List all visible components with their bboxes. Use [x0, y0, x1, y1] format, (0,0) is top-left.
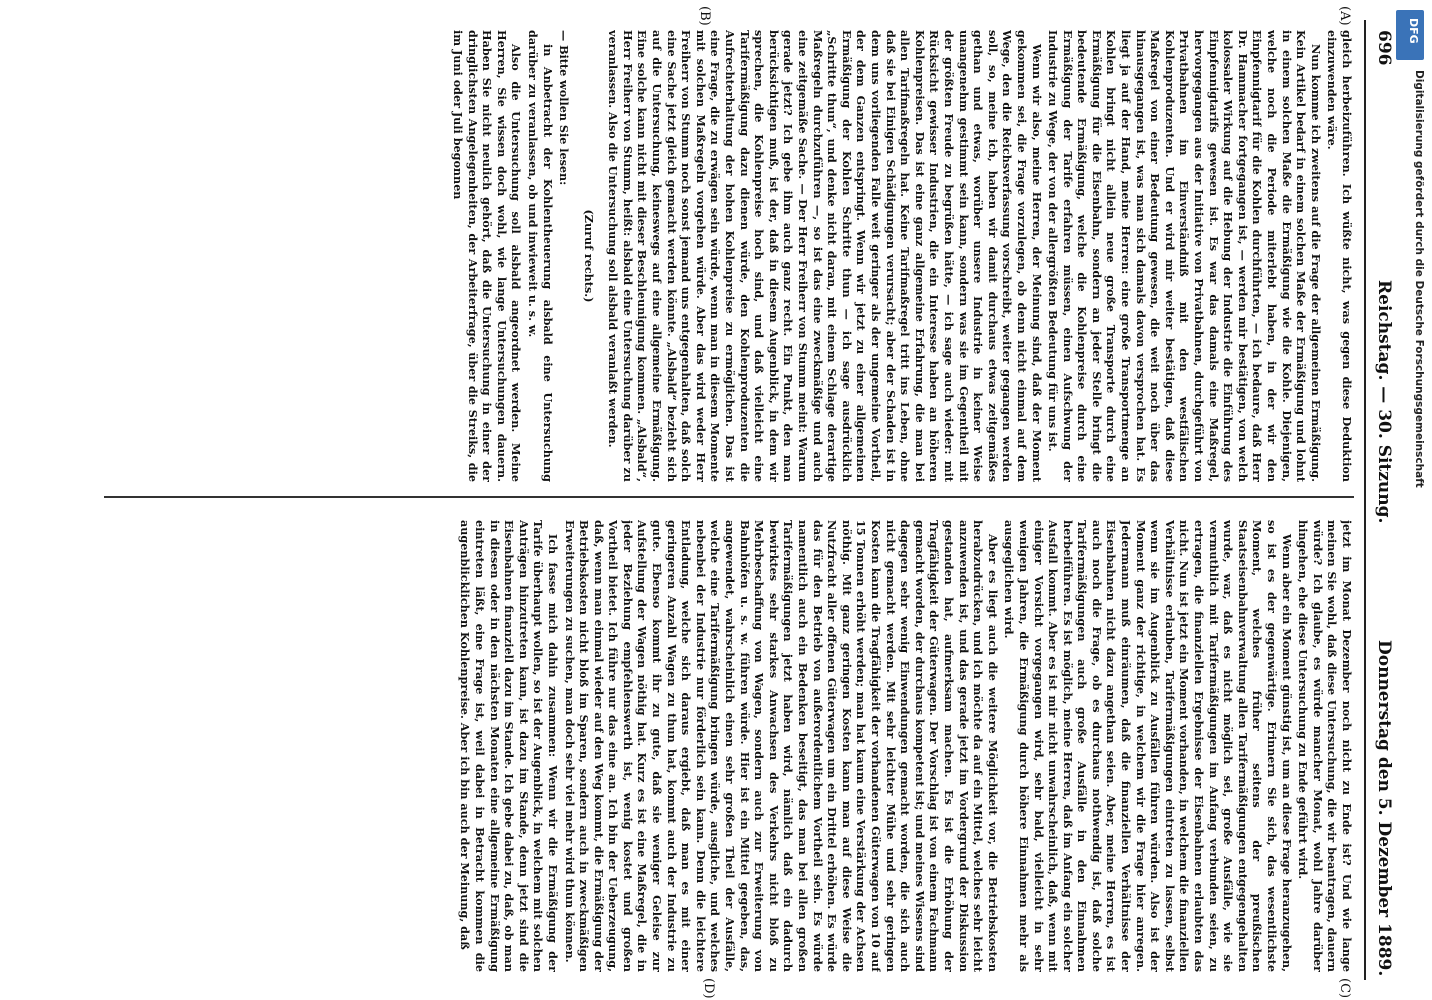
quoted-motion: in Anbetracht der Kohlentheuerung alsbald eine Untersuchung darüber zu veranlassen, ob und inwieweit u. s. w. — [525, 30, 555, 482]
paragraph: Ich fasse mich dahin zusammen: Wenn wir die Ermäßigung der Tarife überhaupt wollen, so ist der Augenblick, in welchem mit solchen Anträgen hinzutreten kann, ist dazu im Stande, denn jetzt sind die Eisenbahnen finanziell dazu im Stande. Ich gebe dabei zu, daß, ob man in diesen oder in den nächsten Monaten eine allgemeine Ermäßigung eintreten läßt, eine Frage ist, weil dabei in Betracht kommen die augenblicklichen Kohlenpreise. Aber ich bin auch der Meinung, daß — [458, 520, 560, 972]
margin-marker-b: (B) — [697, 6, 712, 26]
dfg-logo-text: DFG — [1407, 18, 1420, 44]
paragraph: gleich herbeizuführen. Ich wüßte nicht, was gegen diese Deduktion einzuwenden wäre. — [1325, 30, 1354, 482]
paragraph: jetzt im Monat Dezember noch nicht zu Ende ist? Und wie lange meinen Sie wohl, daß diese Untersuchung, die wir beantragen, dauern würde? Ich glaube, es würde mancher Monat, wohl Jahre darüber hingehen, ehe diese Untersuchung zu Ende geführt wird. — [1296, 520, 1354, 972]
paragraph: Aber es liegt auch die weitere Möglichkeit vor, die Betriebskosten herabzudrücken, und ich möchte da auf ein Mittel, welches sehr leicht anzuwenden ist, und das gerade jetzt im Vordergrund der Diskussion gestanden hat, aufmerksam machen. Es ist die Erhöhung der Tragfähigkeit der Güterwagen. Der Vorschlag ist von einem Fachmann gemacht worden, der durchaus kompetent ist; und meines Wissens sind dagegen sehr wenig Einwendungen gemacht worden, die sich auch nicht gemacht werden. Mit sehr leichter Mühe und sehr geringen Kosten kann die Tragfähigkeit der vorhandenen Güterwagen von 10 auf 15 Tonnen erhöht werden; man hat kaum eine Verstärkung der Achsen nöthig. Mit ganz geringen Kosten kann man auf diese Weise die Nutzfracht aller offenen Güterwagen um ein Drittel erhöhen. Es würde das für den Betrieb von außerordentlichem Vortheil sein. Es würde namentlich auch ein Bedenken beseitigt, das man bei allen großen Tarifermäßigungen jetzt haben wird, nämlich daß ein dadurch bewirktes sehr starkes Anwachsen des Verkehrs nicht bloß zu Mehrbeschaffung von Wagen, sondern auch zur Erweiterung von Bahnhöfen u. s. w. führen würde. Hier ist ein Mittel gegeben, das, angewendet, wahrscheinlich einen sehr großen Theil der Ausfälle, welche eine Tarifermäßigung bringen würde, ausgliche, und welches nebenbei der Industrie nur förderlich sein kann. Denn die leichtere Entladung, welche sich daraus ergiebt, daß man es mit einer geringeren Anzahl Wagen zu thun hat, kommt auch der Industrie zu gute. Ebenso kommt ihr zu gute, daß sie weniger Geleise zur Aufstellung der Wagen nöthig hat. Kurz es ist eine Maßregel, die in jeder Beziehung empfehlenswerth ist, wenig kostet und großen Vortheil bietet. Ich führe nur das eine an. Ich bin der Ueberzeugung, daß, wenn man einmal wieder auf den Weg kommt, die Ermäßigung der Betriebskosten nicht bloß im Sparen, sondern auch in zweckmäßigen Erweiterungen zu suchen, man doch sehr viel mehr wird thun können. — [562, 520, 1000, 972]
paragraph: Also die Untersuchung soll alsbald angeordnet werden. Meine Herren, Sie wissen doch wohl, wie lange Untersuchungen dauern. Haben Sie nicht neulich gehört, daß die Untersuchung in einer der dringlichsten Angelegenheiten, der Arbeiterfrage, über die Streiks, die im Juni oder Juli begonnen — [450, 30, 524, 482]
margin-marker-a: (A) — [1337, 6, 1352, 26]
interjection: (Zuruf rechts.) — [581, 209, 596, 303]
page-header — [1364, 30, 1394, 977]
session-date: Donnerstag den 5. Dezember 1889. — [1374, 640, 1394, 977]
paragraph: Wenn wir also, meine Herren, der Meinung sind, daß der Moment gekommen sei, die Frage vorzulegen, ob denn nicht einmal auf dem Wege, den die Reichsverfassung vorschreibt, weiter gegangen werden soll, so, meine ich, haben wir damit durchaus etwas zeitgemäßes gethan und etwas, worüber unsere Industrie in keiner Weise unangenehm gestimmt sein kann, sondern was sie im Gegentheil mit der größten Freude zu begrüßen hätte, — ich sage auch wieder: mit Rücksicht gewisser Industrien, die ein Interesse haben an höheren Kohlenpreisen. Das ist eine ganz allgemeine Erfahrung, die man bei allen Tarifmaßregeln hat. Keine Tarifmaßregel tritt ins Leben, ohne daß sie bei Einigen Schädigungen verursacht; aber der Schaden ist in dem uns vorliegenden Falle weit geringer als der ungemeine Vortheil, der dem Ganzen entspringt. Wenn wir jetzt zu einer allgemeinen Ermäßigung der Kohlen Schritte thun — ich sage ausdrücklich „Schritte thun“, und denke nicht daran, mit einem Schlage derartige Maßregeln durchzuführen —, so ist das eine zweckmäßige und auch eine zeitgemäße Sache. — Der Herr Freiherr von Stumm meint: Warum gerade jetzt? Ich gebe ihm auch ganz recht. Ein Punkt, den man berücksichtigen muß, ist der, daß in diesem Augenblick, in dem wir sprechen, die Kohlenpreise hoch sind, und daß vielleicht eine Tarifermäßigung dazu dienen würde, den Kohlenproduzenten die Aufrechterhaltung der hohen Kohlenpreise zu ermöglichen. Das ist eine Frage, die zu erwägen sein würde, wenn man in diesem Momente mit solchen Maßregeln vorgehen würde. Aber das wird weder Herr Freiherr von Stumm noch sonst jemand uns entgegenhalten, daß solch eine Sache jetzt gleich gemacht werden könnte. „Alsbald“ bezieht sich auf die Untersuchung, keineswegs auf eine allgemeine Ermäßigung. Eine solche kann nicht mit dieser Beschleunigung kommen. „Alsbald“, Herr Freiherr von Stumm, heißt: alsbald eine Untersuchung darüber zu veranlassen. Also die Untersuchung soll alsbald veranlaßt werden. — [606, 30, 1044, 482]
margin-marker-d: (D) — [701, 978, 716, 999]
paragraph: — Bitte wollen Sie lesen: — [557, 30, 572, 186]
right-column — [114, 520, 1354, 972]
session-title: Reichstag. — 30. Sitzung. — [1374, 280, 1394, 524]
page-number: 696 — [1374, 30, 1394, 66]
margin-marker-c: (C) — [1337, 978, 1352, 999]
digitization-credit — [1395, 70, 1425, 970]
column-divider — [104, 496, 1354, 498]
header-rule — [1364, 20, 1366, 980]
credit-text: Digitalisierung gefördert durch die Deutsche Forschungsgemeinschaft — [1413, 70, 1425, 488]
left-column — [114, 30, 1354, 482]
dfg-logo — [1396, 10, 1424, 60]
paragraph: Nun komme ich zweitens auf die Frage der allgemeinen Ermäßigung. Kein Artikel bedarf in einem solchen Maße der Ermäßigung und lohnt in einem solchen Maße die Ermäßigung wie die Kohle. Diejenigen, welche noch die Periode miterlebt haben, in der wir den Einpfennigtarif für die Kohlen durchführten, — ich bedaure, daß Herr Dr. Hammacher fortgegangen ist, — werden mir bestätigen, von welch kolossaler Wirkung auf die Hebung der Industrie die Einführung des Einpfennigtarifs gewesen ist. Es war das damals eine Maßregel, hervorgegangen aus der Initiative von Privatbahnen, durchgeführt von Privatbahnen im Einverständniß mit den westfälischen Kohlenproduzenten. Und er wird mir weiter bestätigen, daß diese Maßregel von einer Bedeutung gewesen, die weit noch über das hinausgegangen ist, was man sich damals davon versprochen hat. Es liegt ja auf der Hand, meine Herren: eine große Transportmenge an Kohlen bringt nicht allein neue große Transporte durch eine Ermäßigung für die Eisenbahn, sondern an jeder Stelle bringt die bedeutende Ermäßigung, welche die Kohlenpreise durch eine Ermäßigung der Tarife erfahren müssen, einen Aufschwung der Industrie zu Wege, der von der allergrößten Bedeutung für uns ist. — [1046, 30, 1323, 482]
paragraph: Wenn aber ein Moment günstig ist, um an diese Frage heranzugehen, so ist es der gegenwärtige. Erinnern Sie sich, das wesentlichste Moment, welches früher seitens der preußischen Staatseisenbahnverwaltung allen Tarifermäßigungen entgegengehalten wurde, war, daß es nicht möglich sei, große Ausfälle, wie sie vermuthlich mit Tarifermäßigungen im Anfang verbunden seien, zu ertragen, die finanziellen Ergebnisse der Eisenbahnen erlaubten das nicht. Nun ist jetzt ein Moment vorhanden, in welchem die finanziellen Verhältnisse erlauben, Tarifermäßigungen eintreten zu lassen, selbst wenn sie im Augenblick zu Ausfällen führen würden. Also ist der Moment ganz der richtige, in welchem wir die Frage hier anregen. Jedermann muß einräumen, daß die finanziellen Verhältnisse der Eisenbahnen nicht dazu angethan seien. Aber, meine Herren, es ist auch noch die Frage, ob es durchaus nothwendig ist, daß solche Tarifermäßigungen auch große Ausfälle in den Einnahmen herbeiführen. Es ist möglich, meine Herren, daß im Anfang ein solcher Ausfall kommt. Aber es ist mir nicht unwahrscheinlich, daß, wenn mit einiger Vorsicht vorgegangen wird, sehr bald, vielleicht in sehr wenigen Jahren, die Ermäßigung durch höhere Einnahmen mehr als ausgeglichen wird. — [1002, 520, 1294, 972]
